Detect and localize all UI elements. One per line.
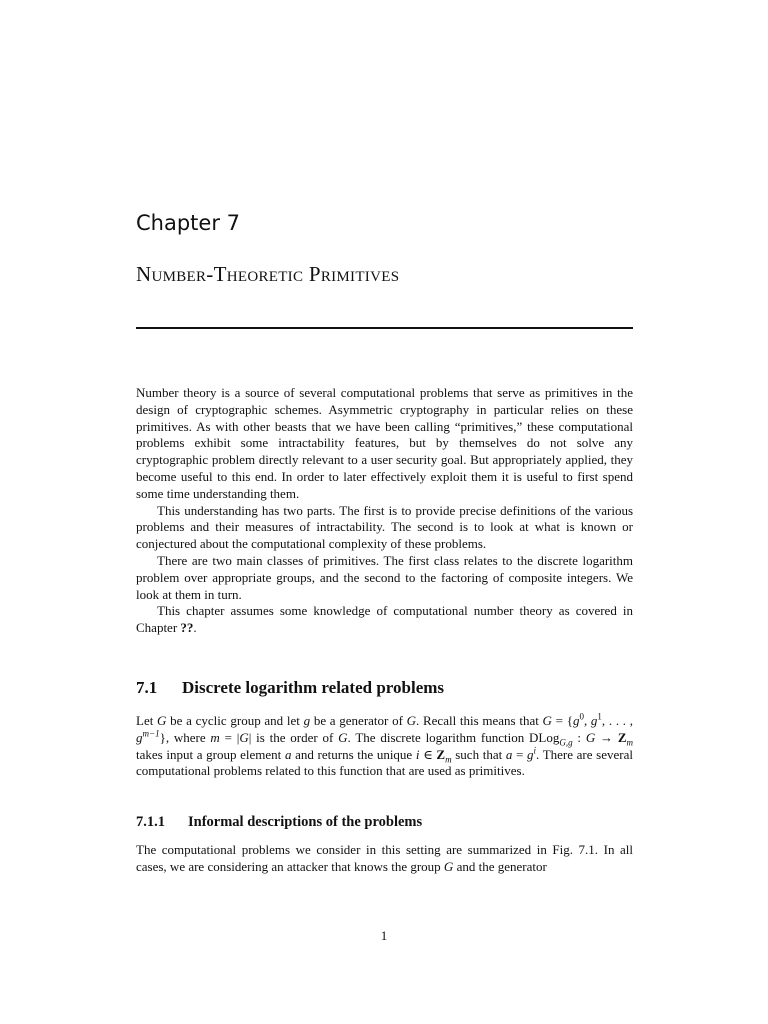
subsection-7-1-1-body bbox=[136, 842, 633, 876]
section-title: Discrete logarithm related problems bbox=[182, 678, 445, 697]
intro-paragraph-2: This understanding has two parts. The first is to provide precise definitions of the various problems and their measures of intractability. The second is to look at what is known or conjectured about the computational complexity of these problems. bbox=[136, 502, 633, 552]
subsection-number: 7.1.1 bbox=[136, 814, 165, 830]
chapter-title: Number-Theoretic Primitives bbox=[136, 262, 400, 286]
chapter-rule bbox=[136, 327, 633, 329]
chapter-reference: ?? bbox=[180, 620, 194, 636]
chapter-intro bbox=[136, 385, 633, 637]
subsection-heading-7-1-1 bbox=[136, 814, 633, 831]
intro-paragraph-3: There are two main classes of primitives. The first class relates to the discrete logarithm problem over appropriate groups, and the second to the factoring of composite integers. We look at them in turn. bbox=[136, 552, 633, 602]
intro-paragraph-1: Number theory is a source of several computational problems that serve as primitives in the design of cryptographic schemes. Asymmetric cryptography in particular relies on these primitives. As with other beasts that we have been calling “primitives,” these computational problems exhibit some intractability features, but by themselves do not solve any cryptographic problem directly relevant to a user security goal. But appropriately applied, they become useful to this end. In order to later effectively exploit them it is useful to first spend some time understanding them. bbox=[136, 385, 633, 501]
subsection-7-1-1-paragraph: The computational problems we consider in this setting are summarized in Fig. 7.1. In all cases, we are considering an attacker that knows the group G and the generator bbox=[136, 842, 633, 874]
page-number: 1 bbox=[380, 928, 388, 943]
intro-paragraph-4: This chapter assumes some knowledge of computational number theory as covered in Chapter ??. bbox=[136, 603, 633, 636]
section-7-1-paragraph: Let G be a cyclic group and let g be a generator of G. Recall this means that $G = \{g^0$, $g^1$, . . . , $g^{m-1}$}, where m = |G| is the order of G. The discrete logarithm function DLog$_{G,g}$ : $G \to Z_m$ takes input a group element a and returns the unique i ∈ $Z_m$ such that $a = g^i$. There are several computational problems related to this function that are used as primitives. bbox=[136, 711, 634, 779]
section-heading-7-1 bbox=[136, 678, 633, 698]
chapter-label: Chapter 7 bbox=[136, 211, 240, 235]
section-7-1-body bbox=[136, 713, 633, 780]
section-number: 7.1 bbox=[136, 678, 158, 697]
subsection-title: Informal descriptions of the problems bbox=[188, 814, 423, 830]
